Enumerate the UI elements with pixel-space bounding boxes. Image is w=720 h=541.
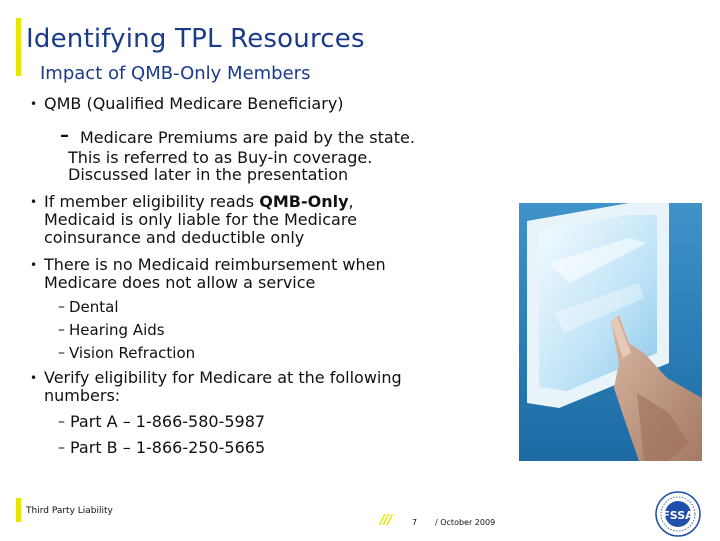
bullet-qmb-only-l3: coinsurance and deductible only	[44, 228, 305, 247]
dash-icon: –	[58, 414, 65, 430]
service-item: Vision Refraction	[69, 344, 196, 362]
bullet-verify-l2: numbers:	[44, 386, 121, 405]
svg-text:FSSA: FSSA	[662, 509, 694, 522]
qmb-only-bold: QMB-Only	[259, 192, 349, 211]
dash-icon: –	[60, 125, 69, 146]
bullet-dot-icon: •	[30, 371, 38, 385]
dash-icon: –	[58, 322, 65, 338]
bullet-qmb-only-l2: Medicaid is only liable for the Medicare	[44, 210, 357, 229]
dash-icon: –	[58, 440, 65, 456]
bullet-qmb-only	[44, 193, 354, 211]
dash-icon: –	[58, 299, 65, 315]
slide-title: Identifying TPL Resources	[26, 24, 365, 54]
dash-icon: –	[58, 345, 65, 361]
bullet-verify: Verify eligibility for Medicare at the following	[44, 368, 402, 387]
bullet-qmb: QMB (Qualified Medicare Beneficiary)	[44, 94, 344, 113]
footer-date: / October 2009	[435, 518, 496, 527]
footer-slashes: ///	[380, 513, 392, 528]
bullet-dot-icon: •	[30, 195, 38, 209]
bullet-no-reimbursement: There is no Medicaid reimbursement when	[44, 255, 386, 274]
qmb-only-pre: If member eligibility reads	[44, 192, 260, 211]
footer-accent-bar	[16, 498, 21, 522]
fssa-seal-icon	[655, 491, 701, 537]
service-item: Hearing Aids	[69, 321, 165, 339]
bullet-no-reimbursement-l2: Medicare does not allow a service	[44, 273, 316, 292]
footer-label: Third Party Liability	[26, 506, 113, 516]
phone-part-b: Part B – 1-866-250-5665	[70, 438, 266, 457]
sub-buyin: This is referred to as Buy-in coverage.	[68, 148, 373, 167]
fssa-logo-icon	[655, 491, 701, 537]
qmb-only-post: ,	[348, 192, 354, 211]
bullet-dot-icon: •	[30, 258, 38, 272]
photo-illustration	[519, 203, 702, 461]
sub-discussed: Discussed later in the presentation	[68, 165, 349, 184]
phone-part-a: Part A – 1-866-580-5987	[70, 412, 266, 431]
page-number: 7	[412, 518, 418, 527]
slide-subtitle: Impact of QMB-Only Members	[40, 63, 311, 84]
bullet-dot-icon: •	[30, 97, 38, 111]
hand-touching-screen-photo	[519, 203, 702, 461]
service-item: Dental	[69, 298, 119, 316]
sub-premiums: Medicare Premiums are paid by the state.	[80, 128, 415, 147]
